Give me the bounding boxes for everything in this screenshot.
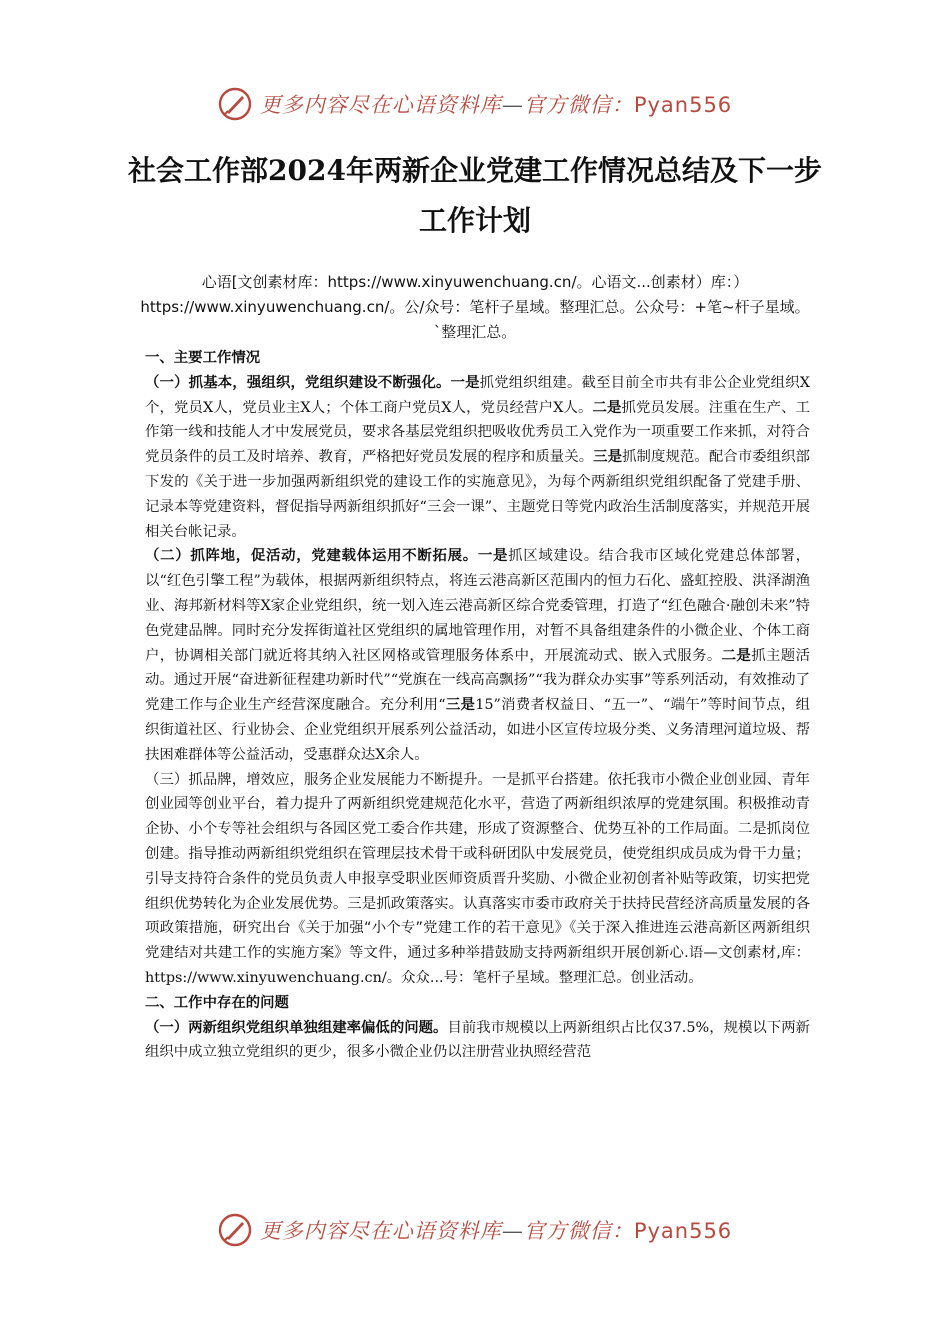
banner-text: 更多内容尽在心语资料库—官方微信：Pyan556	[259, 1219, 733, 1243]
paragraph-4: （一）两新组织党组织单独组建率偏低的问题。目前我市规模以上两新组织占比仅37.5%，规模以下两新组织中成立独立党组织的更少，很多小微企业仍以注册营业执照经营范	[145, 1019, 810, 1061]
section-heading-1: 一、主要工作情况	[145, 350, 261, 366]
banner-text: 更多内容尽在心语资料库—官方微信：Pyan556	[259, 93, 733, 117]
header-banner	[0, 84, 950, 124]
footer-banner	[0, 1210, 950, 1250]
quill-pen-circle-icon	[218, 1213, 252, 1247]
paragraph-3: （三）抓品牌，增效应，服务企业发展能力不断提升。一是抓平台搭建。依托我市小微企业创业园、青年创业园等创业平台，着力提升了两新组织党建规范化水平，营造了两新组织浓厚的党建氛围。积极推动青企协、小个专等社会组织与各园区党工委合作共建，形成了资源整合、优势互补的工作局面。二是抓岗位创建。指导推动两新组织党组织在管理层技术骨干或科研团队中发展党员，使党组织成员成为骨干力量；引导支持符合条件的党员负责人申报享受职业医师资质晋升奖励、小微企业初创者补贴等政策，切实把党组织优势转化为企业发展优势。三是抓政策落实。认真落实市委市政府关于扶持民营经济高质量发展的各项政策措施，研究出台《关于加强“小个专”党建工作的若干意见》《关于深入推进连云港高新区两新组织党建结对共建工作的实施方案》等文件，通过多种举措鼓励支持两新组织开展创新心.语—文创素材,库：https://www.xinyuwenchuang.cn/。众众...号：笔杆子星域。整理汇总。创业活动。	[145, 771, 810, 986]
section-heading-2: 二、工作中存在的问题	[145, 994, 289, 1011]
source-note: 心语[文创素材库：https://www.xinyuwenchuang.cn/。心语文...创素材）库：）https://www.xinyuwenchuang.cn/。公/众号：笔杆子星域。整理汇总。公众号：+笔~杆子星域。`整理汇总。	[140, 273, 810, 341]
paragraph-1: （一）抓基本，强组织，党组织建设不断强化。一是抓党组织组建。截至目前全市共有非公企业党组织X个，党员X人，党员业主X人；个体工商户党员X人，党员经营户X人。二是抓党员发展。注重在生产、工作第一线和技能人才中发展党员，要求各基层党组织把吸收优秀员工入党作为一项重要工作来抓，对符合党员条件的员工及时培养、教育，严格把好党员发展的程序和质量关。三是抓制度规范。配合市委组织部下发的《关于进一步加强两新组织党的建设工作的实施意见》，为每个两新组织党组织配备了党建手册、记录本等党建资料，督促指导两新组织抓好“三会一课”、主题党日等党内政治生活制度落实，并规范开展相关台帐记录。	[145, 374, 810, 540]
quill-pen-circle-icon	[218, 87, 252, 121]
document-title: 社会工作部2024年两新企业党建工作情况总结及下一步工作计划	[128, 154, 822, 237]
paragraph-2: （二）抓阵地，促活动，党建载体运用不断拓展。一是抓区域建设。结合我市区域化党建总体部署，以“红色引擎工程”为载体，根据两新组织特点，将连云港高新区范围内的恒力石化、盛虹控股、洪泽湖渔业、海邦新材料等X家企业党组织，统一划入连云港高新区综合党委管理，打造了“红色融合·融创未来”特色党建品牌。同时充分发挥街道社区党组织的属地管理作用，对暂不具备组建条件的小微企业、个体工商户，协调相关部门就近将其纳入社区网格或管理服务体系中，开展流动式、嵌入式服务。二是抓主题活动。通过开展“奋进新征程建功新时代”“党旗在一线高高飘扬”“我为群众办实事”等系列活动，有效推动了党建工作与企业生产经营深度融合。充分利用“三是15”消费者权益日、“五一”、“端午”等时间节点，组织街道社区、行业协会、企业党组织开展系列公益活动，如进小区宣传垃圾分类、义务清理河道垃圾、帮扶困难群体等公益活动，受惠群众达X余人。	[145, 548, 810, 763]
document-body	[145, 346, 810, 1065]
